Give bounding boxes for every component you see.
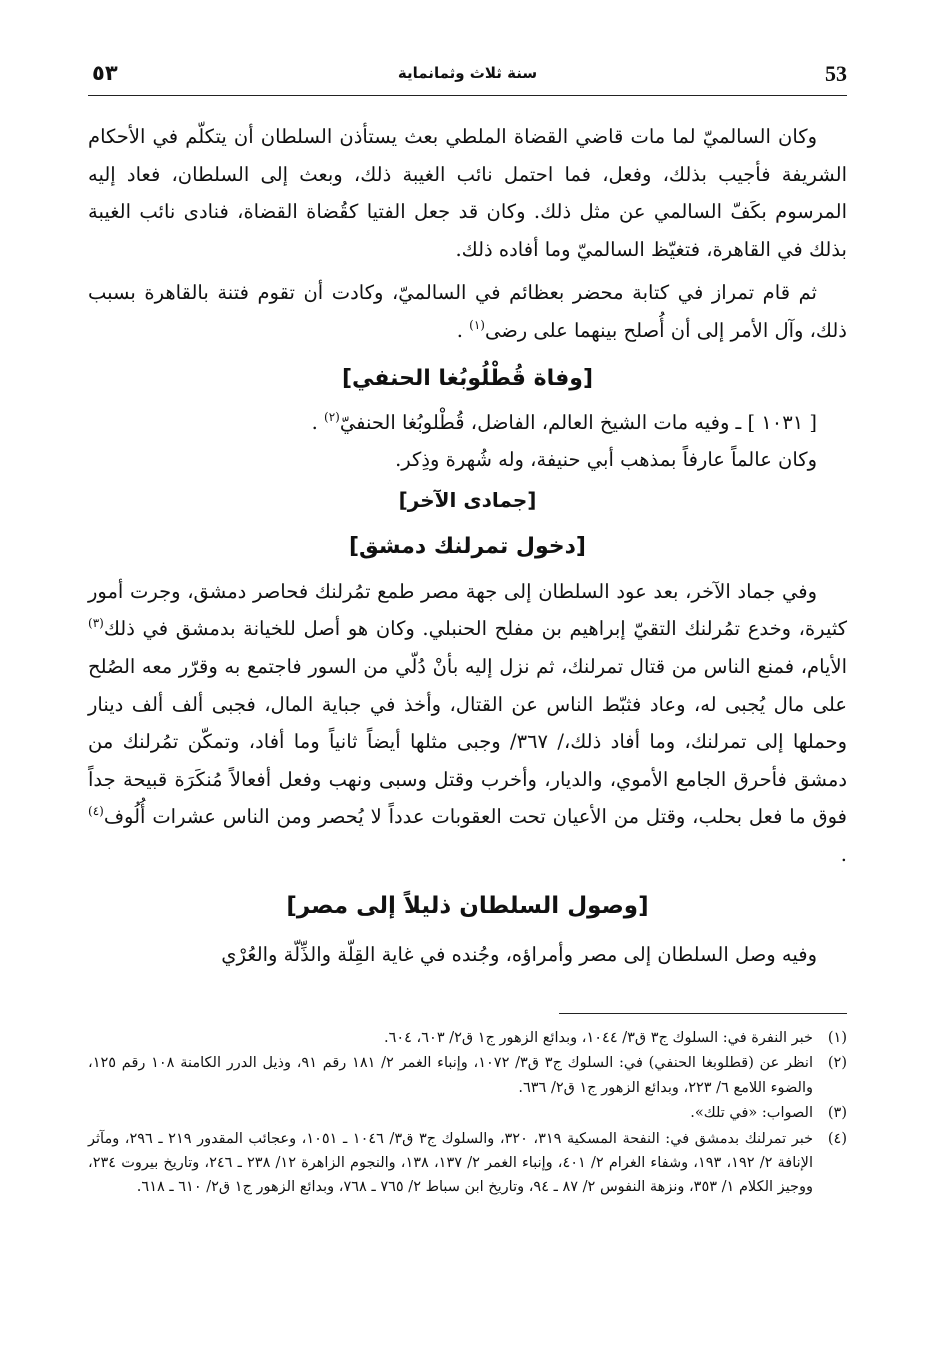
paragraph-entry-1031-text: [ ١٠٣١ ] ـ وفيه مات الشيخ العالم، الفاضل، قُطْلوبُغا الحنفيّ [339, 410, 817, 434]
paragraph-entry-1031-end: . [311, 410, 318, 434]
footnote-3 [88, 1101, 847, 1125]
running-title: سنة ثلاث وثمانماية [397, 64, 538, 82]
heading-sultan-arrival: [وصول السلطان ذليلاً إلى مصر] [286, 892, 649, 919]
footnote-ref-2: (٢) [324, 409, 340, 424]
paragraph-siege-end: . [840, 842, 847, 866]
paragraph-salimi: وكان السالميّ لما مات قاضي القضاة الملطي بعث يستأذن السلطان أن يتكلّم في الأحكام الشريفة فأجيب بذلك، وفعل، فما احتمل نائب الغيبة ذلك، وبعث إلى السلطان، فعاد إليه المرسوم بكَفّ السالمي عن مثل ذلك. وكان قد جعل الفتيا كقُضاة القضاة، فنادى نائب الغيبة بذلك في القاهرة، فتغيّظ السالميّ وما أفاده ذلك. [88, 125, 847, 261]
footnote-text: انظر عن (قطلوبغا الحنفي) في: السلوك ج٣ ق٣/ ١٠٧٢، وإنباء الغمر ٢/ ١٨١ رقم ٩١، وذيل الدرر الكامنة ١٠٨ رقم ١٢٥، والضوء اللامع ٦/ ٢٢٣، وبدائع الزهور ج١ ق٢/ ٦٣٦. [88, 1055, 813, 1096]
footnote-text: خبر تمرلنك بدمشق في: النفحة المسكية ٣١٩، ٣٢٠، والسلوك ج٣ ق٣/ ١٠٤٦ ـ ١٠٥١، وعجائب المقدور ٢١٩ ـ ٢٩٦، ومآثر الإنافة ٢/ ١٩٢، ١٩٣، وشفاء الغرام ٢/ ٤٠١، وإنباء الغمر ٢/ ١٣٧، ١٣٨، والنجوم الزاهرة ١٢/ ٢٣٨ ـ ٢٤٦، وتاريخ بيروت ٢٣٤، ووجيز الكلام ١/ ٣٥٣، ونزهة النفوس ٢/ ٨٧ ـ ٩٤، وتاريخ ابن سباط ٢/ ٧٦٥ ـ ٧٦٨، وبدائع الزهور ج١ ق٢/ ٦١٠ ـ ٦١٨. [88, 1130, 814, 1196]
paragraph-tamraz-text: ثم قام تمراز في كتابة محضر بعظائم في السالميّ، وكادت أن تقوم فتنة بالقاهرة بسبب ذلك، وآل الأمر إلى أن أُصلح بينهما على رضى [88, 281, 847, 342]
footnote-ref-1: (١) [469, 317, 485, 332]
paragraph-sultan-arrival: وفيه وصل السلطان إلى مصر وأمراؤه، وجُنده في غاية القِلّة والذِّلّة والعُرْي [221, 942, 817, 966]
footnote-number: (٣) [827, 1105, 847, 1122]
footnote-number: (١) [827, 1030, 847, 1046]
main-text [88, 118, 847, 973]
paragraph-entry-1031 [88, 404, 847, 442]
footnote-2 [88, 1051, 847, 1100]
paragraph-tamraz-end: . [456, 318, 463, 342]
footnote-ref-3: (٣) [88, 616, 104, 631]
paragraph-siege-text-b: الأيام، فمنع الناس من قتال تمرلنك، ثم نزل إليه بأنْ دُلّي من السور فاجتمع به وقرّر معه الصُلح على مال يُجبى له، وعاد فثبّط الناس عن القتال، وأخذ في جباية المال، فجبى ألف ألف دينار وحملها إلى تمرلنك، وما أفاد ذلك،/ ٣٦٧/ وجبى مثلها أيضاً ثانياً وما أفاد، وتمكّن تمُرلنك من دمشق فأحرق الجامع الأموي، والديار، وأخرب وقتل وسبى ونهب وفعل أفعالاً مُنكَرَة قبيحة جداً فوق ما فعل بحلب، وقتل من الأعيان تحت العقوبات عدداً لا يُحصر ومن الناس عشرات أُلُوف [88, 654, 847, 829]
footnotes [88, 1026, 847, 1201]
footnote-ref-4: (٤) [88, 804, 104, 819]
footnote-text: الصواب: «في تلك». [690, 1105, 813, 1122]
paragraph-tamraz [88, 274, 847, 349]
page-number-latin: 53 [825, 61, 847, 86]
heading-jumada-akhir: [جمادى الآخر] [398, 487, 537, 512]
heading-tamerlane-damascus: [دخول تمرلنك دمشق] [348, 533, 586, 559]
heading-death-qutlubugha: [وفاة قُطْلُوبُغا الحنفي] [341, 365, 594, 391]
footnote-number: (٢) [827, 1055, 847, 1072]
footnote-4 [88, 1127, 847, 1200]
paragraph-scholar: وكان عالماً عارفاً بمذهب أبي حنيفة، وله شُهرة وذِكر. [395, 448, 817, 472]
footnote-text: خبر النفرة في: السلوك ج٣ ق٣/ ١٠٤٤، وبدائع الزهور ج١ ق٢/ ٦٠٣، ٦٠٤. [383, 1030, 813, 1046]
page-header [88, 55, 847, 96]
paragraph-siege-text-a: وفي جماد الآخر، بعد عود السلطان إلى جهة مصر طمع تمُرلنك فحاصر دمشق، وجرت أمور كثيرة، وخدع تمُرلنك التقيّ إبراهيم بن مفلح الحنبلي. وكان هو أصل للخيانة بدمشق في ذلك [88, 579, 847, 641]
footnote-divider [559, 1013, 847, 1014]
footnote-number: (٤) [827, 1130, 847, 1147]
footnote-1 [88, 1026, 847, 1050]
page-number-arabic: ٥٣ [92, 61, 118, 85]
paragraph-siege-damascus [88, 573, 847, 874]
